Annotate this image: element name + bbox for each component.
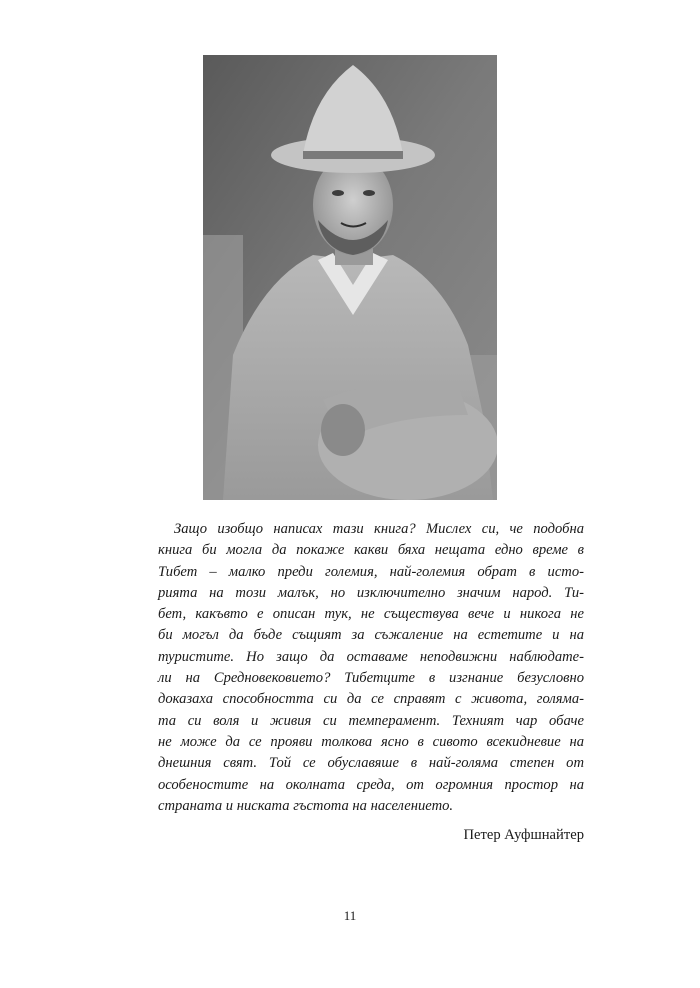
portrait-illustration	[203, 55, 497, 500]
quote-author: Петер Ауфшнайтер	[463, 827, 584, 843]
quote-line: би могъл да бъде същият за съжаление на естетите и на	[158, 627, 584, 644]
quote-line: доказаха способността си да се справят с живота, голяма-	[158, 691, 584, 708]
quote-line: бет, какъвто е описан тук, не съществува вече и никога не	[158, 606, 584, 623]
quote-paragraph	[158, 519, 584, 817]
quote-line: Защо изобщо написах тази книга? Мислех си, че подобна	[174, 521, 584, 537]
quote-line: туристите. Но защо да оставаме неподвижни наблюдате-	[158, 648, 584, 665]
quote-line: не може да се прояви толкова ясно в сивото всекидневие на	[158, 733, 584, 750]
quote-line: книга би могла да покаже какви бяха нещата едно време в	[158, 542, 584, 559]
portrait-photo	[203, 55, 497, 500]
quote-line: днешния свят. Той се обуславяше в най-голяма степен от	[158, 755, 584, 772]
quote-line: та си воля и живия си темперамент. Техният чар обаче	[158, 712, 584, 729]
quote-line: ли на Средновековието? Тибетците в изгнание безусловно	[158, 670, 584, 687]
quote-line: особеностите на околната среда, от огромния простор на	[158, 776, 584, 793]
page-number: 11	[343, 908, 357, 923]
quote-line: страната и ниската гъстота на населението.	[158, 797, 454, 814]
quote-line: рията на този малък, но изключително значим народ. Ти-	[158, 584, 584, 601]
quote-line: Тибет – малко преди големия, най-големия обрат в исто-	[158, 563, 584, 580]
